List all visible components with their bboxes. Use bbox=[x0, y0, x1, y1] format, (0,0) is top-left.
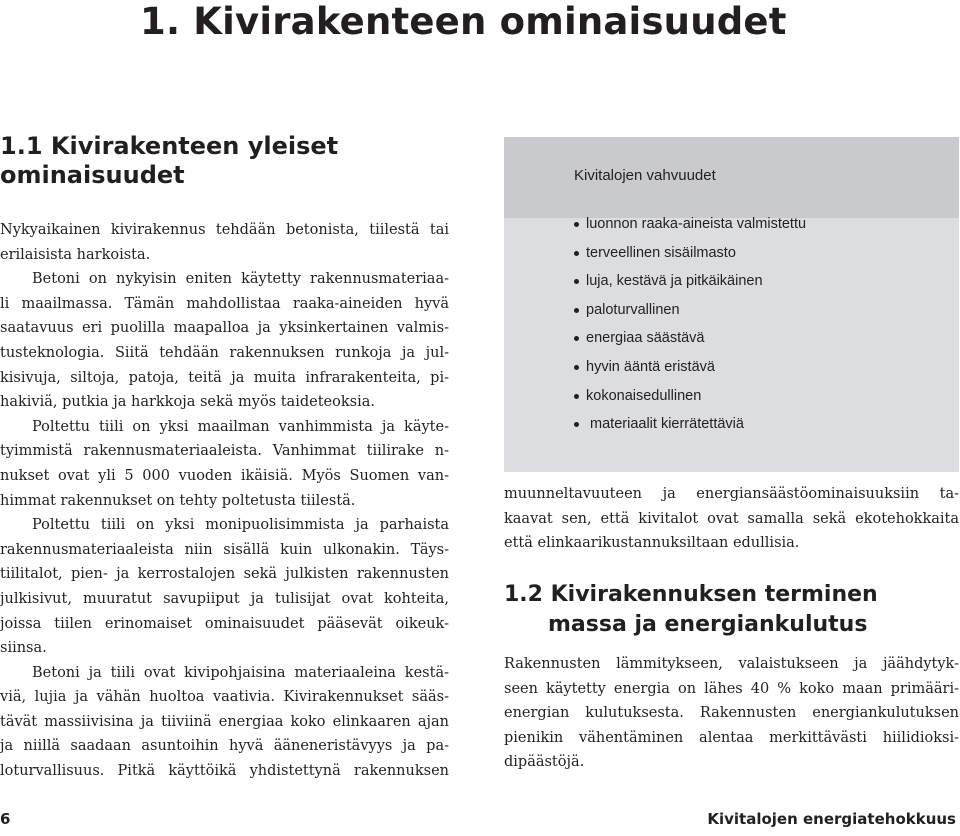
body-line: loturvallisuus. Pitkä käyttöikä yhdistettynä rakennuksen bbox=[0, 763, 449, 780]
body-line: kisivuja, siltoja, patoja, teitä ja muita infrarakenteita, pi- bbox=[0, 369, 449, 386]
body-line: pienikin vähentäminen alentaa merkittävästi hiilidioksi- bbox=[504, 729, 959, 746]
list-item-label: luonnon raaka-aineista valmistettu bbox=[586, 216, 807, 232]
section-heading-1-2 bbox=[504, 580, 959, 640]
body-line: tyimmistä rakennusmateriaaleista. Vanhimmat tiilirake n- bbox=[0, 443, 449, 460]
body-line: julkisivut, muuratut savupiiput ja tulisijat ovat kohteita, bbox=[0, 590, 449, 607]
body-line: rakennusmateriaaleista niin sisällä kuin ulkonakin. Täys- bbox=[0, 541, 449, 558]
body-line: kaavat sen, että kivitalot ovat samalla sekä ekotehokkaita bbox=[504, 510, 959, 527]
body-line: tiilitalot, pien- ja kerrostalojen sekä julkisten rakennusten bbox=[0, 566, 449, 583]
body-line: nukset ovat yli 5 000 vuoden ikäisiä. Myös Suomen van- bbox=[0, 467, 449, 484]
body-line: Poltettu tiili on yksi monipuolisimmista ja parhaista bbox=[32, 517, 449, 534]
body-line: Rakennusten lämmitykseen, valaistukseen ja jäähdytyk- bbox=[504, 656, 959, 672]
sidebar-header bbox=[504, 137, 959, 218]
body-line: ja niillä saadaan asuntoihin hyvä ääneneristävyys ja pa- bbox=[0, 738, 449, 755]
body-line: Betoni ja tiili ovat kivipohjaisina materiaaleina kestä- bbox=[32, 664, 449, 681]
strengths-list bbox=[574, 214, 806, 443]
body-line: li maailmassa. Tämän mahdollistaa raaka-aineiden hyvä bbox=[0, 295, 449, 312]
body-line: tusteknologia. Siitä tehdään rakennuksen runkoja ja jul- bbox=[0, 344, 449, 361]
list-item-label: kokonaisedullinen bbox=[586, 387, 702, 404]
bullet-icon bbox=[574, 251, 579, 256]
body-line: seen käytetty energia on lähes 40 % koko maan primääri- bbox=[504, 680, 959, 697]
page-number: 6 bbox=[0, 810, 11, 828]
body-line: saatavuus eri puolilla maapalloa ja yksinkertainen valmis- bbox=[0, 320, 449, 337]
body-line: Poltettu tiili on yksi maailman vanhimmista ja käyte- bbox=[32, 418, 449, 435]
left-body-text bbox=[0, 218, 449, 784]
section-1-2-body-text bbox=[504, 652, 959, 775]
list-item-label: terveellinen sisäilmasto bbox=[586, 244, 736, 261]
body-line: himmat rakennukset on tehty poltetusta tiilestä. bbox=[0, 492, 356, 509]
body-line: erilaisista harkoista. bbox=[0, 246, 151, 263]
list-item-label: materiaalit kierrätettäviä bbox=[586, 416, 744, 433]
body-line: Betoni on nykyisin eniten käytetty rakennusmateriaa- bbox=[32, 271, 449, 288]
chapter-title: 1. Kivirakenteen ominaisuudet bbox=[140, 0, 787, 43]
body-line: että elinkaarikustannuksiltaan edullisia. bbox=[504, 535, 800, 552]
bullet-icon bbox=[574, 222, 579, 227]
list-item-label: paloturvallinen bbox=[586, 301, 680, 318]
body-line: muunneltavuuteen ja energiansäästöominaisuuksiin ta- bbox=[504, 486, 959, 502]
body-line: energian kulutuksesta. Rakennusten energiankulutuksen bbox=[504, 705, 959, 722]
section-heading-line: 1.2 Kivirakennuksen terminen bbox=[504, 582, 878, 607]
body-line: tävät massiivisina ja tiiviinä energiaa koko elinkaaren ajan bbox=[0, 713, 449, 730]
list-item bbox=[574, 414, 806, 443]
section-heading-line: ominaisuudet bbox=[0, 161, 185, 189]
section-heading-line: massa ja energiankulutus bbox=[548, 612, 868, 637]
bullet-icon bbox=[574, 279, 579, 284]
list-item bbox=[574, 271, 806, 300]
list-item bbox=[574, 214, 806, 243]
sidebar-title: Kivitalojen vahvuudet bbox=[574, 167, 716, 184]
list-item bbox=[574, 328, 806, 357]
body-line: siinsa. bbox=[0, 640, 47, 657]
list-item-label: hyvin ääntä eristävä bbox=[586, 358, 715, 375]
list-item bbox=[574, 357, 806, 386]
list-item-label: energiaa säästävä bbox=[586, 330, 705, 347]
strengths-sidebar bbox=[504, 137, 959, 472]
bullet-icon bbox=[574, 336, 579, 341]
bullet-icon bbox=[574, 394, 579, 399]
publication-title: Kivitalojen energiatehokkuus bbox=[707, 810, 956, 828]
bullet-icon bbox=[574, 422, 579, 427]
list-item bbox=[574, 386, 806, 415]
body-line: hakiviä, putkia ja harkkoja sekä myös taideteoksia. bbox=[0, 394, 375, 411]
right-body-text bbox=[504, 482, 959, 556]
body-line: Nykyaikainen kivirakennus tehdään betonista, tiilestä tai bbox=[0, 222, 449, 238]
list-item bbox=[574, 243, 806, 272]
bullet-icon bbox=[574, 308, 579, 313]
section-heading-1-1 bbox=[0, 132, 470, 190]
bullet-icon bbox=[574, 365, 579, 370]
body-line: viä, lujia ja vähän huoltoa vaativia. Kivirakennukset sääs- bbox=[0, 689, 449, 706]
list-item-label: luja, kestävä ja pitkäikäinen bbox=[586, 273, 763, 290]
body-line: dipäästöjä. bbox=[504, 754, 585, 771]
body-line: joissa tiilen erinomaiset ominaisuudet pääsevät oikeuk- bbox=[0, 615, 449, 632]
list-item bbox=[574, 300, 806, 329]
section-heading-line: 1.1 Kivirakenteen yleiset bbox=[0, 132, 339, 160]
